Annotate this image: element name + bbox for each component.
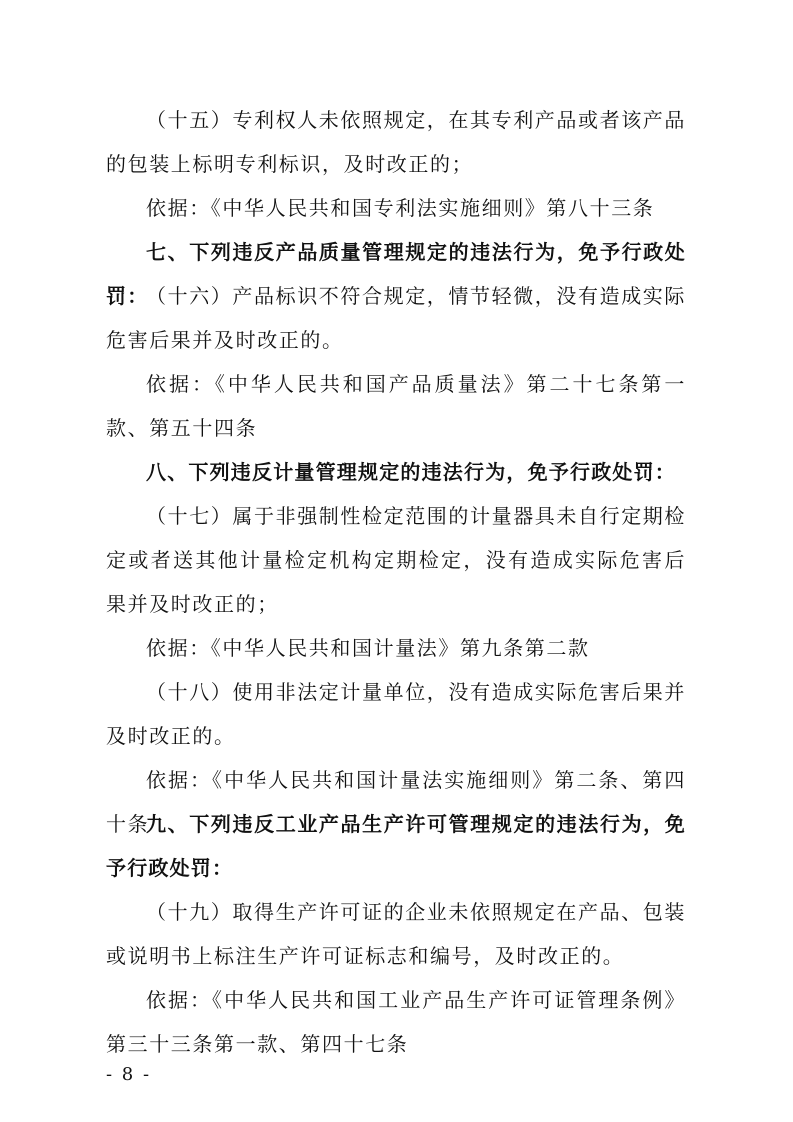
section-7-heading: 七、下列违反产品质量管理规定的违法行为，免予行政处罚： [106,240,686,308]
basis-16: 依据：《中华人民共和国产品质量法》第二十七条第一款、第五十四条 [106,372,686,440]
item-19: （十九）取得生产许可证的企业未依照规定在产品、包装或说明书上标注生产许可证标志和编号，及时改正的。 [106,900,686,968]
basis-15: 依据：《中华人民共和国专利法实施细则》第八十三条 [146,196,655,220]
basis-17: 依据：《中华人民共和国计量法》第九条第二款 [146,636,590,660]
basis-18: 依据：《中华人民共和国计量法实施细则》第二条、第四十条 [106,768,686,836]
item-16: （十六）产品标识不符合规定，情节轻微，没有造成实际危害后果并及时改正的。 [106,284,686,352]
basis-19: 依据：《中华人民共和国工业产品生产许可证管理条例》第三十三条第一款、第四十七条 [106,988,686,1056]
item-15: （十五）专利权人未依照规定，在其专利产品或者该产品的包装上标明专利标识，及时改正的； [106,108,686,176]
page-number: - 8 - [106,1064,152,1085]
item-18: （十八）使用非法定计量单位，没有造成实际危害后果并及时改正的。 [106,680,686,748]
section-8-heading: 八、下列违反计量管理规定的违法行为，免予行政处罚： [146,460,676,484]
section-9-heading: 九、下列违反工业产品生产许可管理规定的违法行为，免予行政处罚： [106,812,686,880]
item-17: （十七）属于非强制性检定范围的计量器具未自行定期检定或者送其他计量检定机构定期检定，没有造成实际危害后果并及时改正的； [106,504,686,616]
